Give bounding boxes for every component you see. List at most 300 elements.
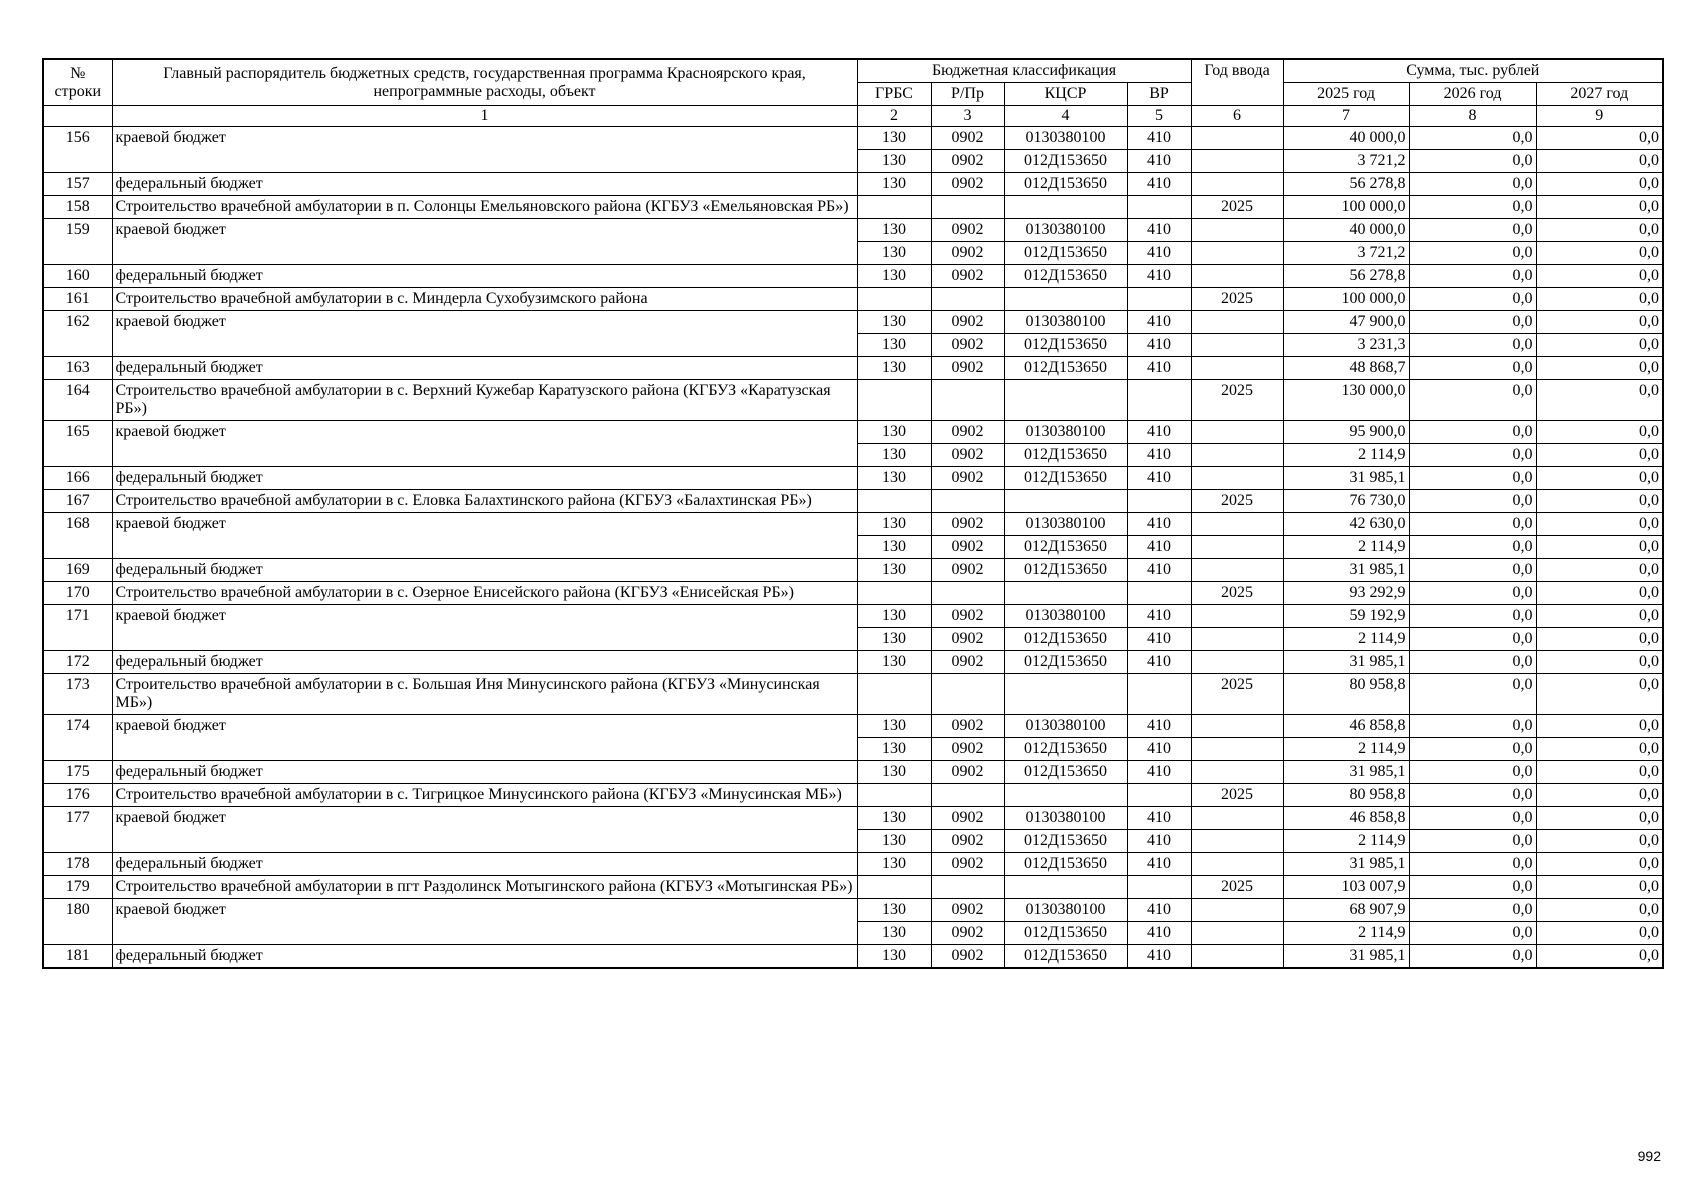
- sum-2025-cell: 2 114,9: [1283, 628, 1409, 651]
- grbs-cell: 130: [857, 311, 931, 334]
- grbs-cell: 130: [857, 922, 931, 945]
- sum-2025-cell: 2 114,9: [1283, 536, 1409, 559]
- rpr-cell: 0902: [931, 605, 1004, 628]
- table-row: [43, 127, 1663, 150]
- rpr-cell: 0902: [931, 444, 1004, 467]
- rpr-cell: 0902: [931, 738, 1004, 761]
- row-number-cell: 164: [43, 380, 112, 421]
- kcsr-cell: 012Д153650: [1004, 242, 1127, 265]
- kcsr-cell: 012Д153650: [1004, 945, 1127, 969]
- table-row: [43, 784, 1663, 807]
- sum-2025-cell: 31 985,1: [1283, 651, 1409, 674]
- vr-cell: 410: [1127, 219, 1191, 242]
- sum-2026-cell: 0,0: [1409, 334, 1536, 357]
- sum-2025-cell: 31 985,1: [1283, 559, 1409, 582]
- item-name-cell: федеральный бюджет: [112, 761, 857, 784]
- kcsr-cell: 012Д153650: [1004, 761, 1127, 784]
- sum-2025-cell: 46 858,8: [1283, 715, 1409, 738]
- sum-2026-cell: 0,0: [1409, 219, 1536, 242]
- kcsr-cell: 0130380100: [1004, 899, 1127, 922]
- year-cell: [1191, 242, 1283, 265]
- item-name-cell: федеральный бюджет: [112, 173, 857, 196]
- table-row: [43, 853, 1663, 876]
- table-row: [43, 421, 1663, 444]
- sum-2027-cell: 0,0: [1536, 738, 1663, 761]
- sum-2025-cell: 31 985,1: [1283, 761, 1409, 784]
- kcsr-cell: 012Д153650: [1004, 559, 1127, 582]
- row-number-cell: 181: [43, 945, 112, 969]
- sum-2027-cell: 0,0: [1536, 715, 1663, 738]
- rpr-cell: 0902: [931, 421, 1004, 444]
- vr-cell: 410: [1127, 605, 1191, 628]
- kcsr-cell: 0130380100: [1004, 513, 1127, 536]
- table-row: [43, 807, 1663, 830]
- rpr-cell: [931, 196, 1004, 219]
- sum-2025-cell: 80 958,8: [1283, 674, 1409, 715]
- sum-2025-cell: 2 114,9: [1283, 444, 1409, 467]
- vr-cell: 410: [1127, 651, 1191, 674]
- table-row: [43, 899, 1663, 922]
- sum-2027-cell: 0,0: [1536, 922, 1663, 945]
- year-cell: [1191, 334, 1283, 357]
- grbs-cell: 130: [857, 265, 931, 288]
- year-cell: [1191, 899, 1283, 922]
- kcsr-cell: 012Д153650: [1004, 853, 1127, 876]
- col-num: 5: [1127, 106, 1191, 127]
- kcsr-cell: 012Д153650: [1004, 628, 1127, 651]
- sum-2027-cell: 0,0: [1536, 945, 1663, 969]
- sum-2026-cell: 0,0: [1409, 651, 1536, 674]
- sum-2026-cell: 0,0: [1409, 674, 1536, 715]
- grbs-cell: [857, 288, 931, 311]
- kcsr-cell: [1004, 876, 1127, 899]
- kcsr-cell: 012Д153650: [1004, 651, 1127, 674]
- row-number-cell: 178: [43, 853, 112, 876]
- sum-2025-cell: 40 000,0: [1283, 219, 1409, 242]
- vr-cell: 410: [1127, 738, 1191, 761]
- grbs-cell: [857, 490, 931, 513]
- year-cell: [1191, 513, 1283, 536]
- vr-cell: [1127, 288, 1191, 311]
- item-name-cell: федеральный бюджет: [112, 559, 857, 582]
- vr-cell: 410: [1127, 357, 1191, 380]
- table-header: [43, 59, 1663, 127]
- sum-2025-cell: 3 721,2: [1283, 150, 1409, 173]
- grbs-cell: 130: [857, 467, 931, 490]
- sum-2027-cell: 0,0: [1536, 380, 1663, 421]
- sum-2025-cell: 42 630,0: [1283, 513, 1409, 536]
- rpr-cell: 0902: [931, 922, 1004, 945]
- budget-table: [42, 58, 1664, 969]
- year-cell: [1191, 945, 1283, 969]
- sum-2026-cell: 0,0: [1409, 467, 1536, 490]
- item-name-cell: Строительство врачебной амбулатории в п. Солонцы Емельяновского района (КГБУЗ «Емельяновская РБ»): [112, 196, 857, 219]
- sum-2025-cell: 2 114,9: [1283, 922, 1409, 945]
- grbs-cell: 130: [857, 761, 931, 784]
- sum-2027-cell: 0,0: [1536, 490, 1663, 513]
- kcsr-cell: 012Д153650: [1004, 536, 1127, 559]
- sum-2027-cell: 0,0: [1536, 242, 1663, 265]
- row-number-cell: 165: [43, 421, 112, 467]
- vr-cell: 410: [1127, 715, 1191, 738]
- row-number-cell: 168: [43, 513, 112, 559]
- item-name-cell: краевой бюджет: [112, 513, 857, 559]
- item-name-cell: краевой бюджет: [112, 899, 857, 945]
- column-number-row: [43, 106, 1663, 127]
- kcsr-cell: 012Д153650: [1004, 357, 1127, 380]
- sum-2026-cell: 0,0: [1409, 490, 1536, 513]
- vr-cell: 410: [1127, 899, 1191, 922]
- year-cell: 2025: [1191, 582, 1283, 605]
- year-cell: [1191, 651, 1283, 674]
- item-name-cell: краевой бюджет: [112, 605, 857, 651]
- year-cell: [1191, 715, 1283, 738]
- row-number-cell: 174: [43, 715, 112, 761]
- rpr-cell: 0902: [931, 853, 1004, 876]
- vr-cell: 410: [1127, 536, 1191, 559]
- year-cell: [1191, 830, 1283, 853]
- grbs-cell: [857, 784, 931, 807]
- rpr-cell: 0902: [931, 242, 1004, 265]
- sum-2027-cell: 0,0: [1536, 288, 1663, 311]
- grbs-cell: 130: [857, 628, 931, 651]
- rpr-cell: [931, 674, 1004, 715]
- kcsr-cell: [1004, 784, 1127, 807]
- grbs-cell: 130: [857, 242, 931, 265]
- table-row: [43, 605, 1663, 628]
- rpr-cell: 0902: [931, 467, 1004, 490]
- year-cell: [1191, 853, 1283, 876]
- grbs-cell: [857, 380, 931, 421]
- grbs-cell: 130: [857, 219, 931, 242]
- vr-cell: 410: [1127, 265, 1191, 288]
- sum-2025-cell: 100 000,0: [1283, 288, 1409, 311]
- grbs-cell: 130: [857, 357, 931, 380]
- rpr-cell: 0902: [931, 628, 1004, 651]
- item-name-cell: федеральный бюджет: [112, 853, 857, 876]
- sum-2026-cell: 0,0: [1409, 715, 1536, 738]
- rpr-cell: 0902: [931, 536, 1004, 559]
- sum-2027-cell: 0,0: [1536, 559, 1663, 582]
- grbs-cell: 130: [857, 715, 931, 738]
- vr-cell: [1127, 674, 1191, 715]
- sum-2026-cell: 0,0: [1409, 380, 1536, 421]
- sum-2027-cell: 0,0: [1536, 334, 1663, 357]
- header-row-no: № строки: [43, 59, 112, 106]
- item-name-cell: Строительство врачебной амбулатории в пгт Раздолинск Мотыгинского района (КГБУЗ «Мотыгинская РБ»): [112, 876, 857, 899]
- year-cell: [1191, 761, 1283, 784]
- sum-2026-cell: 0,0: [1409, 444, 1536, 467]
- year-cell: 2025: [1191, 196, 1283, 219]
- vr-cell: 410: [1127, 242, 1191, 265]
- sum-2026-cell: 0,0: [1409, 761, 1536, 784]
- rpr-cell: [931, 784, 1004, 807]
- sum-2027-cell: 0,0: [1536, 150, 1663, 173]
- vr-cell: 410: [1127, 761, 1191, 784]
- item-name-cell: краевой бюджет: [112, 311, 857, 357]
- item-name-cell: краевой бюджет: [112, 421, 857, 467]
- sum-2027-cell: 0,0: [1536, 651, 1663, 674]
- vr-cell: [1127, 380, 1191, 421]
- sum-2027-cell: 0,0: [1536, 674, 1663, 715]
- year-cell: 2025: [1191, 490, 1283, 513]
- kcsr-cell: 0130380100: [1004, 127, 1127, 150]
- sum-2027-cell: 0,0: [1536, 219, 1663, 242]
- sum-2026-cell: 0,0: [1409, 173, 1536, 196]
- rpr-cell: 0902: [931, 265, 1004, 288]
- table-row: [43, 651, 1663, 674]
- rpr-cell: 0902: [931, 651, 1004, 674]
- kcsr-cell: [1004, 490, 1127, 513]
- row-number-cell: 166: [43, 467, 112, 490]
- sum-2027-cell: 0,0: [1536, 357, 1663, 380]
- grbs-cell: 130: [857, 150, 931, 173]
- item-name-cell: федеральный бюджет: [112, 265, 857, 288]
- col-num: 2: [857, 106, 931, 127]
- sum-2027-cell: 0,0: [1536, 582, 1663, 605]
- row-number-cell: 163: [43, 357, 112, 380]
- sum-2026-cell: 0,0: [1409, 242, 1536, 265]
- grbs-cell: 130: [857, 807, 931, 830]
- header-classification: Бюджетная классификация: [857, 59, 1191, 83]
- table-row: [43, 715, 1663, 738]
- sum-2027-cell: 0,0: [1536, 444, 1663, 467]
- col-num: 9: [1536, 106, 1663, 127]
- sum-2026-cell: 0,0: [1409, 421, 1536, 444]
- sum-2026-cell: 0,0: [1409, 738, 1536, 761]
- vr-cell: [1127, 196, 1191, 219]
- sum-2026-cell: 0,0: [1409, 582, 1536, 605]
- kcsr-cell: [1004, 582, 1127, 605]
- kcsr-cell: [1004, 196, 1127, 219]
- sum-2026-cell: 0,0: [1409, 605, 1536, 628]
- sum-2026-cell: 0,0: [1409, 784, 1536, 807]
- item-name-cell: краевой бюджет: [112, 127, 857, 173]
- grbs-cell: 130: [857, 853, 931, 876]
- row-number-cell: 157: [43, 173, 112, 196]
- kcsr-cell: [1004, 674, 1127, 715]
- sum-2026-cell: 0,0: [1409, 899, 1536, 922]
- table-row: [43, 265, 1663, 288]
- sum-2025-cell: 3 231,3: [1283, 334, 1409, 357]
- table-row: [43, 945, 1663, 969]
- rpr-cell: 0902: [931, 945, 1004, 969]
- sum-2027-cell: 0,0: [1536, 265, 1663, 288]
- sum-2027-cell: 0,0: [1536, 876, 1663, 899]
- sum-2026-cell: 0,0: [1409, 288, 1536, 311]
- rpr-cell: 0902: [931, 150, 1004, 173]
- sum-2026-cell: 0,0: [1409, 265, 1536, 288]
- year-cell: [1191, 467, 1283, 490]
- kcsr-cell: 012Д153650: [1004, 173, 1127, 196]
- sum-2025-cell: 3 721,2: [1283, 242, 1409, 265]
- rpr-cell: 0902: [931, 830, 1004, 853]
- sum-2027-cell: 0,0: [1536, 761, 1663, 784]
- sum-2027-cell: 0,0: [1536, 536, 1663, 559]
- sum-2027-cell: 0,0: [1536, 127, 1663, 150]
- sum-2026-cell: 0,0: [1409, 357, 1536, 380]
- item-name-cell: федеральный бюджет: [112, 467, 857, 490]
- item-name-cell: Строительство врачебной амбулатории в с. Большая Иня Минусинского района (КГБУЗ «Минусинская МБ»): [112, 674, 857, 715]
- table-body: [43, 127, 1663, 969]
- sum-2026-cell: 0,0: [1409, 853, 1536, 876]
- item-name-cell: Строительство врачебной амбулатории в с. Еловка Балахтинского района (КГБУЗ «Балахтинская РБ»): [112, 490, 857, 513]
- sum-2026-cell: 0,0: [1409, 196, 1536, 219]
- table-row: [43, 876, 1663, 899]
- year-cell: [1191, 311, 1283, 334]
- sum-2025-cell: 31 985,1: [1283, 853, 1409, 876]
- sum-2025-cell: 56 278,8: [1283, 173, 1409, 196]
- sum-2027-cell: 0,0: [1536, 467, 1663, 490]
- grbs-cell: 130: [857, 513, 931, 536]
- header-vr: ВР: [1127, 83, 1191, 106]
- year-cell: 2025: [1191, 784, 1283, 807]
- sum-2027-cell: 0,0: [1536, 628, 1663, 651]
- grbs-cell: 130: [857, 945, 931, 969]
- sum-2027-cell: 0,0: [1536, 173, 1663, 196]
- sum-2026-cell: 0,0: [1409, 513, 1536, 536]
- row-number-cell: 179: [43, 876, 112, 899]
- sum-2027-cell: 0,0: [1536, 853, 1663, 876]
- row-number-cell: 175: [43, 761, 112, 784]
- table-row: [43, 380, 1663, 421]
- table-row: [43, 357, 1663, 380]
- kcsr-cell: 0130380100: [1004, 219, 1127, 242]
- col-num: 1: [112, 106, 857, 127]
- table-row: [43, 196, 1663, 219]
- sum-2026-cell: 0,0: [1409, 628, 1536, 651]
- sum-2026-cell: 0,0: [1409, 945, 1536, 969]
- sum-2025-cell: 31 985,1: [1283, 945, 1409, 969]
- sum-2025-cell: 47 900,0: [1283, 311, 1409, 334]
- sum-2026-cell: 0,0: [1409, 311, 1536, 334]
- sum-2025-cell: 56 278,8: [1283, 265, 1409, 288]
- vr-cell: 410: [1127, 127, 1191, 150]
- grbs-cell: [857, 196, 931, 219]
- year-cell: 2025: [1191, 288, 1283, 311]
- kcsr-cell: 012Д153650: [1004, 922, 1127, 945]
- grbs-cell: 130: [857, 738, 931, 761]
- year-cell: [1191, 173, 1283, 196]
- item-name-cell: Строительство врачебной амбулатории в с. Тигрицкое Минусинского района (КГБУЗ «Минусинская МБ»): [112, 784, 857, 807]
- item-name-cell: Строительство врачебной амбулатории в с. Миндерла Сухобузимского района: [112, 288, 857, 311]
- vr-cell: 410: [1127, 807, 1191, 830]
- row-number-cell: 160: [43, 265, 112, 288]
- rpr-cell: 0902: [931, 899, 1004, 922]
- rpr-cell: 0902: [931, 334, 1004, 357]
- vr-cell: 410: [1127, 922, 1191, 945]
- sum-2026-cell: 0,0: [1409, 536, 1536, 559]
- grbs-cell: [857, 674, 931, 715]
- row-number-cell: 169: [43, 559, 112, 582]
- vr-cell: 410: [1127, 334, 1191, 357]
- item-name-cell: федеральный бюджет: [112, 651, 857, 674]
- rpr-cell: 0902: [931, 219, 1004, 242]
- year-cell: 2025: [1191, 380, 1283, 421]
- sum-2026-cell: 0,0: [1409, 830, 1536, 853]
- sum-2025-cell: 130 000,0: [1283, 380, 1409, 421]
- rpr-cell: 0902: [931, 173, 1004, 196]
- sum-2025-cell: 46 858,8: [1283, 807, 1409, 830]
- row-number-cell: 172: [43, 651, 112, 674]
- year-cell: [1191, 559, 1283, 582]
- sum-2026-cell: 0,0: [1409, 876, 1536, 899]
- row-number-cell: 177: [43, 807, 112, 853]
- sum-2026-cell: 0,0: [1409, 922, 1536, 945]
- grbs-cell: 130: [857, 127, 931, 150]
- col-num: 4: [1004, 106, 1127, 127]
- kcsr-cell: 012Д153650: [1004, 738, 1127, 761]
- year-cell: 2025: [1191, 674, 1283, 715]
- col-num: [43, 106, 112, 127]
- sum-2025-cell: 2 114,9: [1283, 738, 1409, 761]
- table-row: [43, 490, 1663, 513]
- vr-cell: 410: [1127, 945, 1191, 969]
- item-name-cell: краевой бюджет: [112, 219, 857, 265]
- kcsr-cell: 0130380100: [1004, 715, 1127, 738]
- grbs-cell: [857, 582, 931, 605]
- row-number-cell: 171: [43, 605, 112, 651]
- rpr-cell: [931, 288, 1004, 311]
- kcsr-cell: 012Д153650: [1004, 467, 1127, 490]
- rpr-cell: 0902: [931, 559, 1004, 582]
- sum-2026-cell: 0,0: [1409, 559, 1536, 582]
- grbs-cell: 130: [857, 421, 931, 444]
- rpr-cell: [931, 582, 1004, 605]
- header-kcsr: КЦСР: [1004, 83, 1127, 106]
- row-number-cell: 167: [43, 490, 112, 513]
- kcsr-cell: 012Д153650: [1004, 265, 1127, 288]
- row-number-cell: 176: [43, 784, 112, 807]
- table-row: [43, 559, 1663, 582]
- sum-2027-cell: 0,0: [1536, 196, 1663, 219]
- item-name-cell: краевой бюджет: [112, 715, 857, 761]
- row-number-cell: 158: [43, 196, 112, 219]
- rpr-cell: 0902: [931, 807, 1004, 830]
- sum-2027-cell: 0,0: [1536, 830, 1663, 853]
- vr-cell: 410: [1127, 311, 1191, 334]
- year-cell: [1191, 922, 1283, 945]
- row-number-cell: 162: [43, 311, 112, 357]
- item-name-cell: федеральный бюджет: [112, 945, 857, 969]
- year-cell: [1191, 807, 1283, 830]
- year-cell: [1191, 219, 1283, 242]
- header-rpr: Р/Пр: [931, 83, 1004, 106]
- vr-cell: 410: [1127, 444, 1191, 467]
- sum-2027-cell: 0,0: [1536, 513, 1663, 536]
- col-num: 7: [1283, 106, 1409, 127]
- grbs-cell: 130: [857, 651, 931, 674]
- kcsr-cell: 0130380100: [1004, 421, 1127, 444]
- table-row: [43, 513, 1663, 536]
- year-cell: [1191, 150, 1283, 173]
- header-2025: 2025 год: [1283, 83, 1409, 106]
- grbs-cell: 130: [857, 559, 931, 582]
- sum-2025-cell: 2 114,9: [1283, 830, 1409, 853]
- rpr-cell: [931, 490, 1004, 513]
- row-number-cell: 156: [43, 127, 112, 173]
- year-cell: [1191, 536, 1283, 559]
- sum-2025-cell: 100 000,0: [1283, 196, 1409, 219]
- kcsr-cell: 012Д153650: [1004, 150, 1127, 173]
- sum-2025-cell: 76 730,0: [1283, 490, 1409, 513]
- kcsr-cell: 0130380100: [1004, 807, 1127, 830]
- kcsr-cell: 012Д153650: [1004, 830, 1127, 853]
- row-number-cell: 161: [43, 288, 112, 311]
- table-row: [43, 674, 1663, 715]
- item-name-cell: Строительство врачебной амбулатории в с. Озерное Енисейского района (КГБУЗ «Енисейская РБ»): [112, 582, 857, 605]
- grbs-cell: 130: [857, 444, 931, 467]
